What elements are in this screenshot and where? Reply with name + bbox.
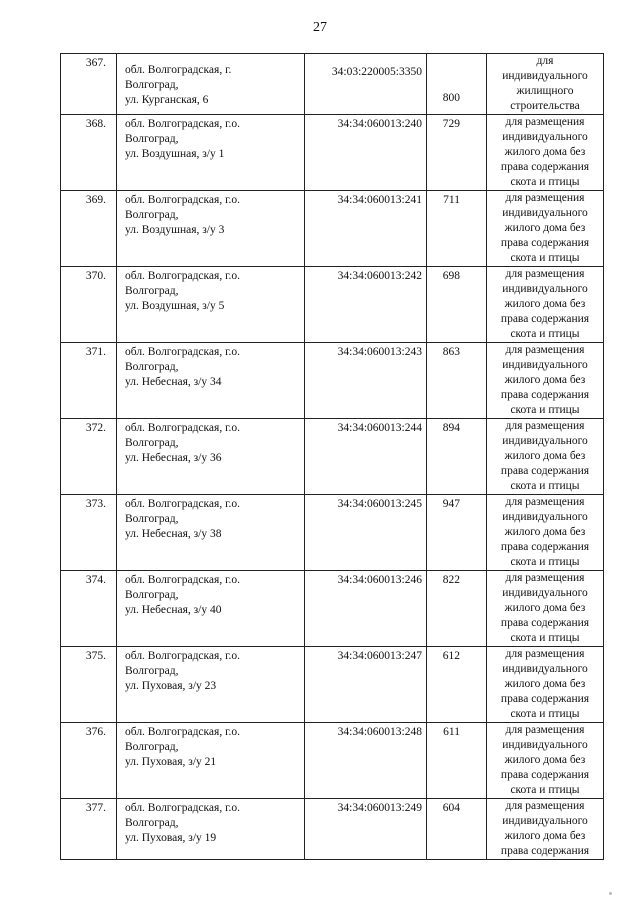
table-row: [61, 115, 604, 191]
table-row: [61, 419, 604, 495]
permitted-use-cell: [487, 799, 604, 860]
table-row: [61, 191, 604, 267]
permitted-use-text: для размещения индивидуального жилого дома без права содержания: [500, 800, 590, 857]
cadastral-number-cell: 34:34:060013:248: [305, 723, 427, 799]
row-number: 369.: [61, 191, 117, 267]
permitted-use-cell: [487, 343, 604, 419]
address-cell: обл. Волгоградская, г.о. Волгоград, ул. Небесная, з/у 36: [117, 419, 305, 495]
page-number: 27: [313, 20, 327, 35]
area-cell: 894: [427, 419, 487, 495]
permitted-use-cell: [487, 54, 604, 115]
address-cell: обл. Волгоградская, г.о. Волгоград, ул. Небесная, з/у 38: [117, 495, 305, 571]
permitted-use-cell: [487, 495, 604, 571]
address-cell: обл. Волгоградская, г.о. Волгоград, ул. Небесная, з/у 34: [117, 343, 305, 419]
cadastral-number-cell: 34:34:060013:240: [305, 115, 427, 191]
scan-dot-mark: [609, 892, 612, 895]
permitted-use-text: для размещения индивидуального жилого дома без права содержания скота и птицы: [500, 496, 590, 568]
row-number: 377.: [61, 799, 117, 860]
permitted-use-cell: [487, 191, 604, 267]
cadastral-number-cell: 34:34:060013:243: [305, 343, 427, 419]
permitted-use-text: для индивидуального жилищного строительства: [502, 55, 588, 112]
address-cell: обл. Волгоградская, г.о. Волгоград, ул. Небесная, з/у 40: [117, 571, 305, 647]
table-row: [61, 343, 604, 419]
permitted-use-cell: [487, 647, 604, 723]
area-cell: 947: [427, 495, 487, 571]
permitted-use-text: для размещения индивидуального жилого дома без права содержания скота и птицы: [500, 268, 590, 340]
row-number: 367.: [61, 54, 117, 115]
row-number: 370.: [61, 267, 117, 343]
cadastral-number-cell: 34:34:060013:241: [305, 191, 427, 267]
permitted-use-text: для размещения индивидуального жилого дома без права содержания скота и птицы: [500, 344, 590, 416]
table-row: [61, 267, 604, 343]
area-cell: 863: [427, 343, 487, 419]
row-number: 374.: [61, 571, 117, 647]
address-cell: обл. Волгоградская, г.о. Волгоград, ул. Пуховая, з/у 19: [117, 799, 305, 860]
address-cell: обл. Волгоградская, г. Волгоград, ул. Курганская, 6: [117, 54, 305, 115]
row-number: 368.: [61, 115, 117, 191]
address-cell: обл. Волгоградская, г.о. Волгоград, ул. Воздушная, з/у 1: [117, 115, 305, 191]
permitted-use-cell: [487, 571, 604, 647]
row-number: 376.: [61, 723, 117, 799]
area-cell: 822: [427, 571, 487, 647]
permitted-use-text: для размещения индивидуального жилого дома без права содержания скота и птицы: [500, 724, 590, 796]
table-row: [61, 495, 604, 571]
table-row: [61, 799, 604, 860]
permitted-use-text: для размещения индивидуального жилого дома без права содержания скота и птицы: [500, 420, 590, 492]
cadastral-number-cell: 34:34:060013:242: [305, 267, 427, 343]
address-cell: обл. Волгоградская, г.о. Волгоград, ул. Пуховая, з/у 21: [117, 723, 305, 799]
permitted-use-text: для размещения индивидуального жилого дома без права содержания скота и птицы: [500, 192, 590, 264]
permitted-use-cell: [487, 115, 604, 191]
area-cell: 604: [427, 799, 487, 860]
row-number: 372.: [61, 419, 117, 495]
cadastral-number-cell: 34:34:060013:247: [305, 647, 427, 723]
permitted-use-text: для размещения индивидуального жилого дома без права содержания скота и птицы: [500, 648, 590, 720]
area-cell: 611: [427, 723, 487, 799]
table-row: [61, 647, 604, 723]
address-cell: обл. Волгоградская, г.о. Волгоград, ул. Воздушная, з/у 3: [117, 191, 305, 267]
cadastral-number-cell: 34:03:220005:3350: [305, 54, 427, 115]
row-number: 373.: [61, 495, 117, 571]
table-row: [61, 723, 604, 799]
area-cell: 698: [427, 267, 487, 343]
area-cell: 729: [427, 115, 487, 191]
permitted-use-text: для размещения индивидуального жилого дома без права содержания скота и птицы: [500, 116, 590, 188]
permitted-use-cell: [487, 267, 604, 343]
cadastral-number-cell: 34:34:060013:246: [305, 571, 427, 647]
area-cell: 800: [427, 54, 487, 115]
row-number: 375.: [61, 647, 117, 723]
table-row: [61, 571, 604, 647]
cadastral-number-cell: 34:34:060013:249: [305, 799, 427, 860]
area-cell: 711: [427, 191, 487, 267]
permitted-use-cell: [487, 723, 604, 799]
land-plot-table: [60, 53, 604, 860]
row-number: 371.: [61, 343, 117, 419]
permitted-use-text: для размещения индивидуального жилого дома без права содержания скота и птицы: [500, 572, 590, 644]
permitted-use-cell: [487, 419, 604, 495]
area-cell: 612: [427, 647, 487, 723]
cadastral-number-cell: 34:34:060013:245: [305, 495, 427, 571]
address-cell: обл. Волгоградская, г.о. Волгоград, ул. Пуховая, з/у 23: [117, 647, 305, 723]
cadastral-number-cell: 34:34:060013:244: [305, 419, 427, 495]
address-cell: обл. Волгоградская, г.о. Волгоград, ул. Воздушная, з/у 5: [117, 267, 305, 343]
table-row: [61, 54, 604, 115]
